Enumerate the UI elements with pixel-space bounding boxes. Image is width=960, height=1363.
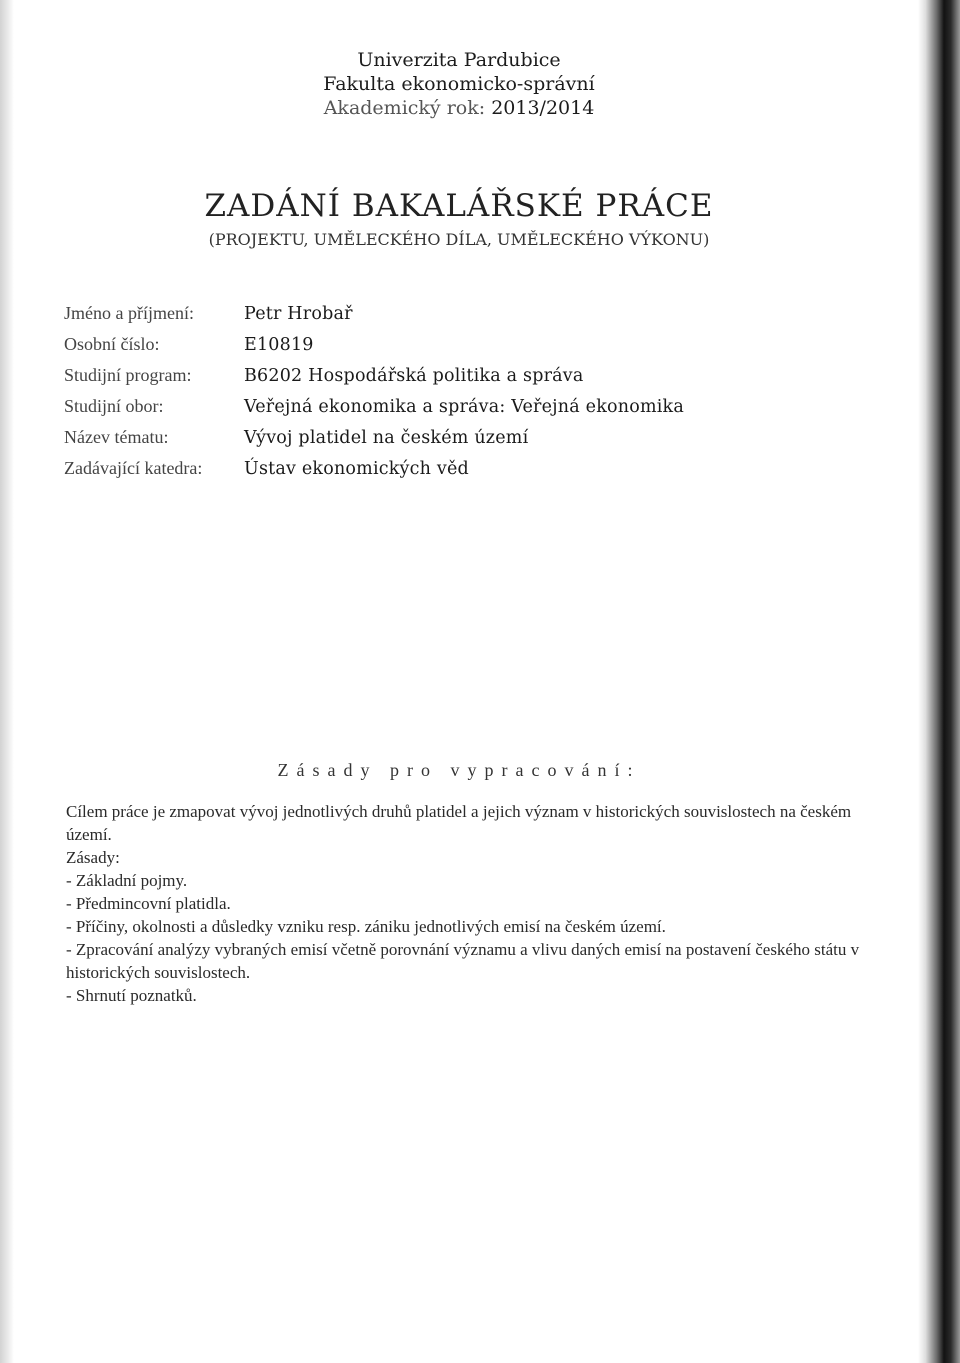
info-row-personal-number <box>64 334 884 365</box>
academic-year-value: 2013/2014 <box>491 97 595 119</box>
principles-heading: Zásady pro vypracování: <box>277 760 641 780</box>
principles-list-item: - Předmincovní platidla. <box>66 894 231 913</box>
academic-year-label: Akademický rok: <box>323 97 486 119</box>
info-row-study-program <box>64 365 884 396</box>
info-label: Název tématu: <box>64 427 169 447</box>
info-label: Osobní číslo: <box>64 334 160 354</box>
student-info-table <box>64 303 884 489</box>
faculty-name: Fakulta ekonomicko-správní <box>323 73 595 95</box>
academic-year <box>0 96 918 120</box>
info-row-name <box>64 303 884 334</box>
info-value: Ústav ekonomických věd <box>244 459 469 479</box>
info-label: Studijní obor: <box>64 396 164 416</box>
info-value: Vývoj platidel na českém území <box>244 428 529 448</box>
principles-subheading: Zásady: <box>66 848 120 867</box>
info-row-field-of-study <box>64 396 884 427</box>
document-header <box>0 48 918 120</box>
principles-body <box>66 800 866 1007</box>
document-subtitle: (PROJEKTU, UMĚLECKÉHO DÍLA, UMĚLECKÉHO VÝKONU) <box>208 230 710 249</box>
info-label: Jméno a příjmení: <box>64 303 194 323</box>
info-value: E10819 <box>244 335 314 355</box>
document-title: ZADÁNÍ BAKALÁŘSKÉ PRÁCE <box>204 188 714 224</box>
university-name: Univerzita Pardubice <box>357 49 561 71</box>
principles-list-item: - Příčiny, okolnosti a důsledky vzniku resp. zániku jednotlivých emisí na českém území. <box>66 917 666 936</box>
principles-list-item: - Zpracování analýzy vybraných emisí včetně porovnání významu a vlivu daných emisí na postavení českého státu v historických souvislostech. <box>66 940 860 982</box>
principles-list-item: - Základní pojmy. <box>66 871 188 890</box>
principles-list-item: - Shrnutí poznatků. <box>66 986 197 1005</box>
info-value: Veřejná ekonomika a správa: Veřejná ekonomika <box>244 397 684 417</box>
info-value: Petr Hrobař <box>244 304 353 324</box>
scan-binding-shadow <box>918 0 960 1363</box>
info-row-topic <box>64 427 884 458</box>
info-row-department <box>64 458 884 489</box>
info-label: Studijní program: <box>64 365 192 385</box>
principles-intro: Cílem práce je zmapovat vývoj jednotlivých druhů platidel a jejich význam v historických souvislostech na českém území. <box>66 802 852 844</box>
info-value: B6202 Hospodářská politika a správa <box>244 366 584 386</box>
info-label: Zadávající katedra: <box>64 458 203 478</box>
